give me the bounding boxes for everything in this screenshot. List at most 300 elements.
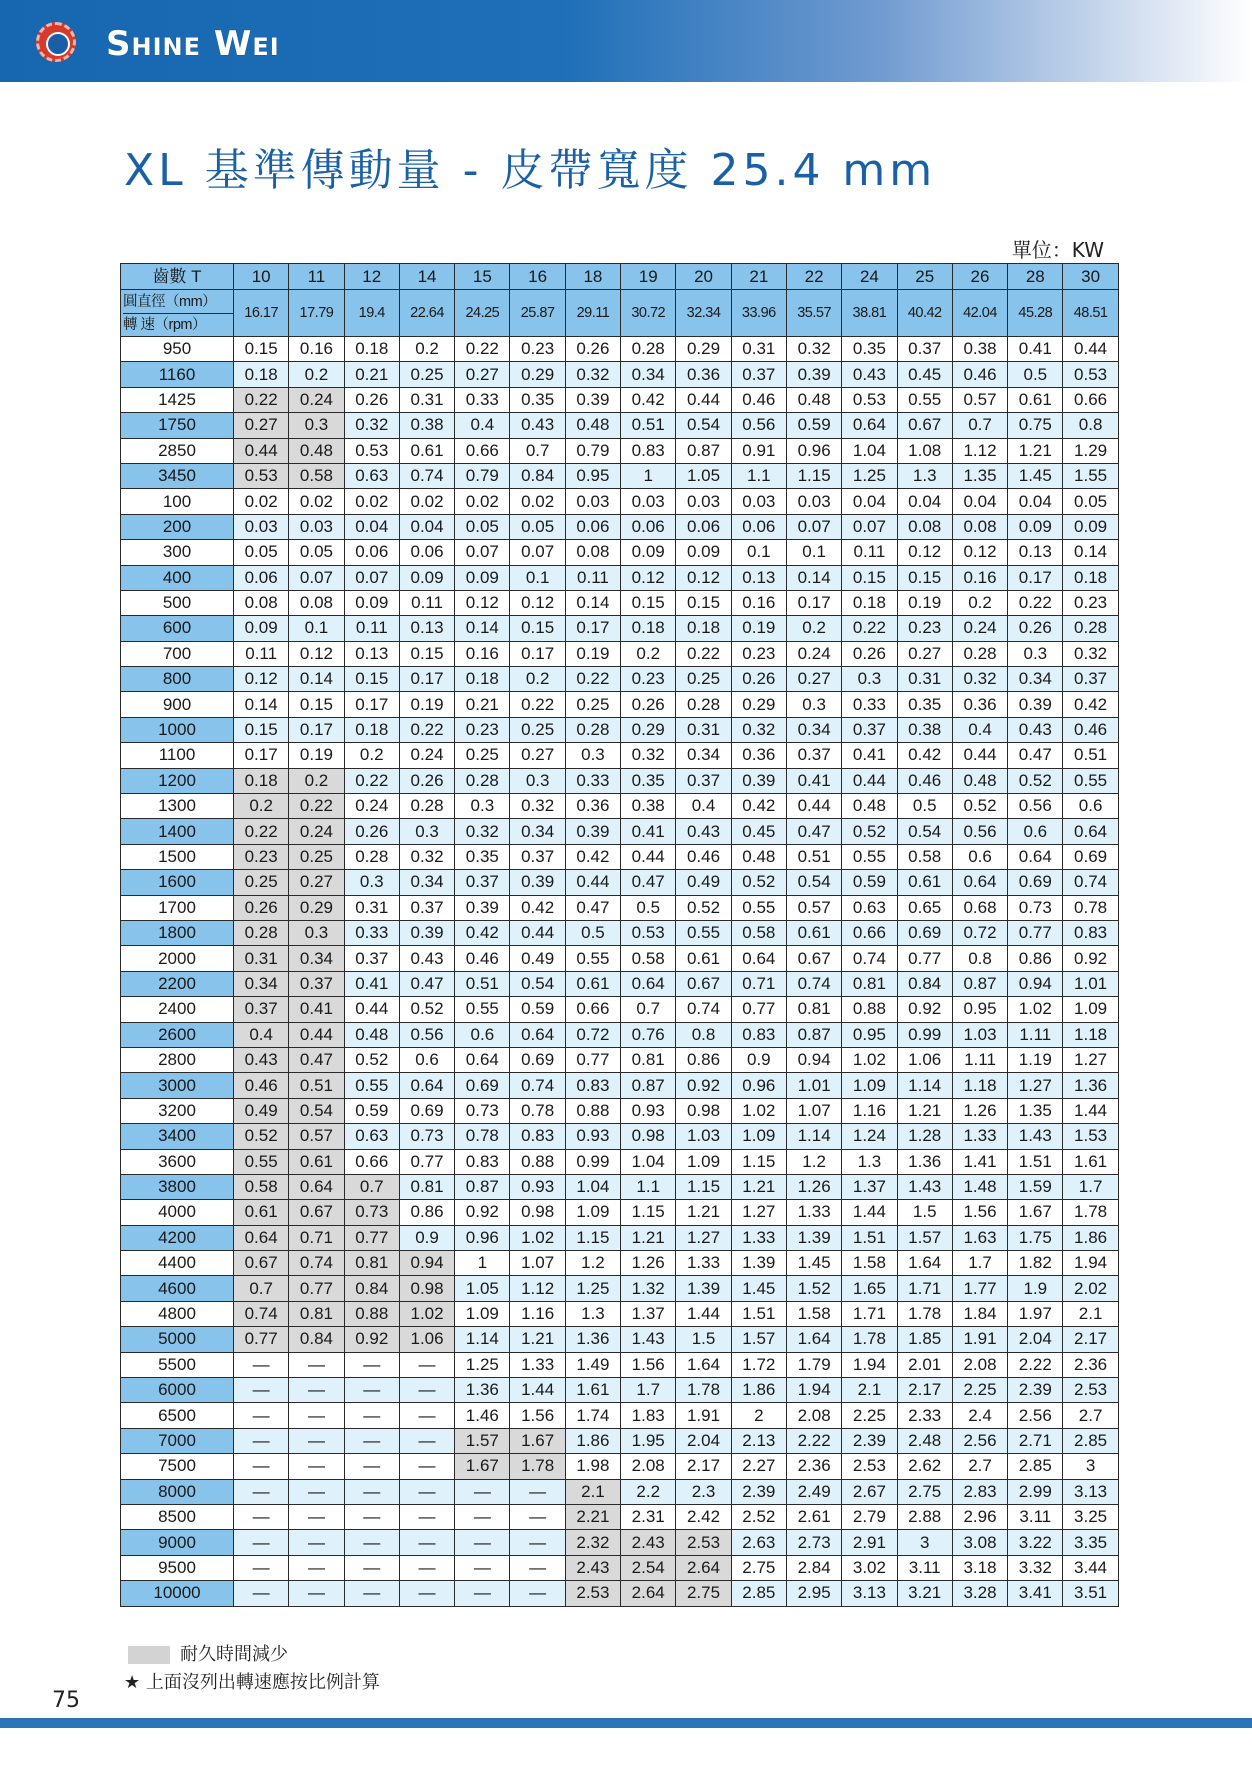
power-cell: 2.61 [786,1504,841,1529]
power-cell: 0.02 [455,489,510,514]
power-cell: 1.45 [786,1251,841,1276]
power-cell: 0.41 [344,971,399,996]
power-cell: 0.73 [1008,895,1063,920]
power-cell: — [289,1403,344,1428]
power-cell: 0.3 [842,667,897,692]
power-cell: 1.09 [676,1149,731,1174]
power-cell: 0.6 [1008,819,1063,844]
power-cell: 3.32 [1008,1555,1063,1580]
power-cell: 0.1 [786,540,841,565]
rpm-cell: 1200 [121,768,234,793]
power-cell: 1.04 [565,1174,620,1199]
power-cell: 0.94 [399,1251,454,1276]
power-cell: 0.45 [731,819,786,844]
rpm-cell: 2850 [121,438,234,463]
power-cell: 0.57 [786,895,841,920]
power-cell: 0.28 [344,844,399,869]
power-cell: 0.61 [399,438,454,463]
power-cell: 0.24 [344,794,399,819]
power-cell: 0.07 [344,565,399,590]
table-row [121,1403,1119,1428]
table-row [121,1479,1119,1504]
diameter-value: 25.87 [510,290,565,337]
power-cell: 0.33 [455,387,510,412]
power-cell: 1.25 [455,1352,510,1377]
power-cell: 0.09 [676,540,731,565]
power-cell: 0.3 [399,819,454,844]
power-cell: 1 [621,463,676,488]
power-cell: 0.78 [1063,895,1118,920]
power-cell: 0.98 [399,1276,454,1301]
power-cell: 1.7 [952,1251,1007,1276]
power-cell: 0.06 [399,540,454,565]
table-row [121,1327,1119,1352]
power-cell: 0.44 [621,844,676,869]
power-cell: 0.28 [621,337,676,362]
diameter-value: 45.28 [1008,290,1063,337]
power-cell: 0.87 [676,438,731,463]
power-cell: 1.86 [565,1428,620,1453]
power-cell: 0.33 [565,768,620,793]
power-cell: 0.22 [1008,590,1063,615]
power-cell: 0.52 [344,1047,399,1072]
power-cell: 1.95 [621,1428,676,1453]
power-cell: 0.15 [344,667,399,692]
power-cell: 0.09 [344,590,399,615]
power-cell: 2.32 [565,1530,620,1555]
power-cell: 0.06 [234,565,289,590]
power-cell: 1.51 [1008,1149,1063,1174]
power-cell: — [289,1352,344,1377]
power-cell: 0.7 [344,1174,399,1199]
power-cell: 2.7 [1063,1403,1118,1428]
power-cell: 0.77 [344,1225,399,1250]
power-cell: 0.18 [621,616,676,641]
power-cell: 0.52 [676,895,731,920]
power-cell: 1.02 [399,1301,454,1326]
power-cell: 0.46 [1063,717,1118,742]
table-row [121,387,1119,412]
power-cell: 0.13 [344,641,399,666]
power-cell: 0.37 [510,844,565,869]
power-cell: 0.42 [621,387,676,412]
power-cell: 0.45 [897,362,952,387]
power-cell: 1.7 [621,1378,676,1403]
power-cell: 0.3 [786,692,841,717]
power-cell: 0.86 [676,1047,731,1072]
power-cell: 1.36 [897,1149,952,1174]
power-cell: 0.81 [344,1251,399,1276]
table-row [121,971,1119,996]
power-cell: 0.55 [455,997,510,1022]
power-cell: 0.36 [565,794,620,819]
power-cell: — [510,1504,565,1529]
power-cell: 1.94 [786,1378,841,1403]
power-cell: 0.8 [1063,413,1118,438]
power-cell: 1.61 [1063,1149,1118,1174]
power-cell: 1.91 [952,1327,1007,1352]
power-cell: 0.88 [344,1301,399,1326]
power-cell: 2.64 [621,1581,676,1606]
power-cell: 0.69 [897,920,952,945]
power-cell: — [289,1581,344,1606]
table-row [121,895,1119,920]
power-cell: 0.05 [289,540,344,565]
diameter-value: 38.81 [842,290,897,337]
power-cell: 0.92 [897,997,952,1022]
power-cell: 1.02 [842,1047,897,1072]
power-cell: — [399,1581,454,1606]
power-cell: 1.1 [621,1174,676,1199]
power-cell: 0.5 [1008,362,1063,387]
power-cell: 0.81 [621,1047,676,1072]
power-cell: 3.08 [952,1530,1007,1555]
power-cell: — [344,1581,399,1606]
power-cell: 0.92 [344,1327,399,1352]
table-row [121,1200,1119,1225]
power-cell: 1.56 [952,1200,1007,1225]
power-cell: 0.22 [842,616,897,641]
power-cell: 0.12 [897,540,952,565]
power-cell: 1.21 [731,1174,786,1199]
power-cell: 0.67 [289,1200,344,1225]
power-cell: 0.13 [731,565,786,590]
power-cell: 1.33 [510,1352,565,1377]
power-cell: 0.23 [510,337,565,362]
power-cell: 2.53 [565,1581,620,1606]
table-row [121,463,1119,488]
power-cell: 0.11 [344,616,399,641]
power-cell: 0.84 [897,971,952,996]
power-cell: — [510,1555,565,1580]
rpm-cell: 3800 [121,1174,234,1199]
power-cell: 0.39 [565,819,620,844]
power-cell: — [344,1428,399,1453]
power-cell: 0.37 [455,870,510,895]
power-cell: 2.91 [842,1530,897,1555]
power-cell: 1.78 [510,1454,565,1479]
power-cell: 2.1 [1063,1301,1118,1326]
power-cell: 3.13 [1063,1479,1118,1504]
power-cell: 0.5 [897,794,952,819]
power-cell: 0.22 [399,717,454,742]
brand-name: Shine Wei [106,24,280,64]
power-cell: 0.87 [621,1073,676,1098]
power-cell: 0.55 [234,1149,289,1174]
power-cell: 2.63 [731,1530,786,1555]
power-cell: 1.5 [676,1327,731,1352]
power-cell: 0.31 [399,387,454,412]
power-cell: 1.65 [842,1276,897,1301]
power-cell: 2.21 [565,1504,620,1529]
power-cell: 0.81 [842,971,897,996]
power-cell: 0.92 [455,1200,510,1225]
power-cell: 0.27 [289,870,344,895]
power-cell: 2.79 [842,1504,897,1529]
diameter-header-row [121,290,1119,337]
power-cell: 0.7 [952,413,1007,438]
power-cell: 0.56 [399,1022,454,1047]
power-cell: 1.3 [565,1301,620,1326]
power-cell: 1.72 [731,1352,786,1377]
power-cell: 2.83 [952,1479,1007,1504]
power-cell: 1.32 [621,1276,676,1301]
power-cell: 0.08 [565,540,620,565]
power-cell: 0.07 [289,565,344,590]
power-cell: 2.99 [1008,1479,1063,1504]
power-cell: 0.04 [344,514,399,539]
power-cell: 2.33 [897,1403,952,1428]
rpm-cell: 7000 [121,1428,234,1453]
power-cell: 3 [1063,1454,1118,1479]
power-cell: 0.52 [234,1124,289,1149]
power-cell: — [234,1504,289,1529]
power-cell: 3.02 [842,1555,897,1580]
power-cell: 3.51 [1063,1581,1118,1606]
power-cell: 0.12 [952,540,1007,565]
power-cell: 0.47 [786,819,841,844]
power-cell: 0.23 [234,844,289,869]
power-cell: 0.08 [234,590,289,615]
power-cell: 0.2 [234,794,289,819]
power-cell: 0.25 [289,844,344,869]
power-cell: 0.04 [897,489,952,514]
power-cell: 0.55 [565,946,620,971]
power-cell: 2.75 [731,1555,786,1580]
power-cell: 0.32 [399,844,454,869]
power-cell: 0.27 [897,641,952,666]
power-cell: 0.37 [731,362,786,387]
power-cell: 0.18 [344,717,399,742]
power-cell: 0.11 [565,565,620,590]
diameter-value: 16.17 [234,290,289,337]
power-cell: 0.71 [731,971,786,996]
power-cell: 0.44 [786,794,841,819]
power-cell: 2.71 [1008,1428,1063,1453]
power-cell: 0.73 [344,1200,399,1225]
power-cell: — [234,1581,289,1606]
power-cell: 1.37 [842,1174,897,1199]
power-cell: 3.11 [897,1555,952,1580]
table-row [121,438,1119,463]
power-cell: 0.19 [565,641,620,666]
power-cell: — [399,1454,454,1479]
power-cell: 1.35 [1008,1098,1063,1123]
power-cell: — [455,1479,510,1504]
power-cell: 0.95 [842,1022,897,1047]
power-cell: 0.59 [786,413,841,438]
power-cell: 0.03 [786,489,841,514]
power-cell: — [455,1504,510,1529]
power-cell: 0.55 [676,920,731,945]
power-cell: 0.35 [510,387,565,412]
power-cell: 0.17 [289,717,344,742]
table-row [121,844,1119,869]
power-cell: 0.19 [399,692,454,717]
power-cell: 2.73 [786,1530,841,1555]
power-cell: 0.67 [897,413,952,438]
power-cell: 0.57 [289,1124,344,1149]
power-cell: 0.73 [399,1124,454,1149]
power-cell: 0.74 [510,1073,565,1098]
power-cell: 0.43 [399,946,454,971]
power-cell: — [344,1352,399,1377]
power-cell: 0.64 [399,1073,454,1098]
power-cell: 1.57 [455,1428,510,1453]
power-cell: 0.98 [621,1124,676,1149]
rpm-cell: 4000 [121,1200,234,1225]
diameter-value: 42.04 [952,290,1007,337]
power-cell: 0.55 [897,387,952,412]
power-cell: 2.85 [1008,1454,1063,1479]
power-cell: 0.11 [234,641,289,666]
table-row [121,1504,1119,1529]
power-cell: 0.08 [897,514,952,539]
rpm-cell: 4600 [121,1276,234,1301]
power-cell: 0.38 [952,337,1007,362]
power-cell: 0.29 [621,717,676,742]
power-cell: 0.74 [1063,870,1118,895]
power-cell: 0.22 [510,692,565,717]
power-cell: 0.49 [676,870,731,895]
power-cell: 0.2 [289,768,344,793]
power-cell: 0.61 [676,946,731,971]
table-row [121,337,1119,362]
power-cell: — [344,1454,399,1479]
power-cell: 0.37 [1063,667,1118,692]
power-cell: 1.5 [897,1200,952,1225]
power-cell: 0.26 [621,692,676,717]
power-cell: 1.02 [731,1098,786,1123]
power-cell: 0.12 [234,667,289,692]
power-cell: 0.33 [344,920,399,945]
power-cell: 0.28 [952,641,1007,666]
power-cell: 0.34 [786,717,841,742]
power-cell: — [234,1530,289,1555]
table-row [121,743,1119,768]
power-cell: 0.16 [952,565,1007,590]
power-cell: 2.22 [1008,1352,1063,1377]
power-cell: 0.83 [731,1022,786,1047]
power-cell: 0.35 [621,768,676,793]
power-cell: 0.31 [897,667,952,692]
teeth-value: 20 [676,264,731,290]
power-cell: 0.05 [234,540,289,565]
power-cell: 0.66 [455,438,510,463]
power-cell: 0.29 [510,362,565,387]
power-cell: 0.12 [621,565,676,590]
power-cell: 0.15 [676,590,731,615]
power-cell: 0.7 [621,997,676,1022]
power-cell: 0.17 [1008,565,1063,590]
table-row [121,1047,1119,1072]
power-cell: 0.52 [399,997,454,1022]
power-cell: 1.27 [731,1200,786,1225]
power-cell: 1.25 [565,1276,620,1301]
power-cell: 0.37 [234,997,289,1022]
power-cell: 1.25 [842,463,897,488]
power-cell: 0.24 [399,743,454,768]
power-cell: 0.19 [897,590,952,615]
table-row [121,362,1119,387]
power-cell: 0.32 [510,794,565,819]
power-cell: 0.37 [897,337,952,362]
power-cell: 0.42 [565,844,620,869]
power-cell: 0.15 [234,717,289,742]
power-cell: 0.17 [344,692,399,717]
power-cell: 0.63 [344,1124,399,1149]
power-cell: 1.28 [897,1124,952,1149]
power-cell: 1.78 [1063,1200,1118,1225]
power-cell: 0.46 [952,362,1007,387]
power-cell: 1.71 [897,1276,952,1301]
power-rating-table [120,263,1119,1607]
power-cell: 0.07 [786,514,841,539]
power-cell: 0.56 [731,413,786,438]
power-cell: 1.33 [676,1251,731,1276]
power-cell: 1.11 [952,1047,1007,1072]
power-cell: 0.26 [565,337,620,362]
power-cell: 2 [731,1403,786,1428]
table-row [121,1022,1119,1047]
table-row [121,717,1119,742]
power-cell: 0.23 [455,717,510,742]
power-cell: 0.14 [455,616,510,641]
power-cell: 0.61 [786,920,841,945]
power-cell: 0.09 [1063,514,1118,539]
power-cell: 0.07 [510,540,565,565]
power-cell: 1.78 [842,1327,897,1352]
power-cell: 1.16 [510,1301,565,1326]
rpm-cell: 3200 [121,1098,234,1123]
teeth-value: 19 [621,264,676,290]
power-cell: 0.28 [399,794,454,819]
power-cell: 2.49 [786,1479,841,1504]
power-cell: 0.47 [399,971,454,996]
power-cell: 0.28 [676,692,731,717]
power-cell: 0.77 [289,1276,344,1301]
power-cell: 0.33 [842,692,897,717]
power-cell: 0.15 [289,692,344,717]
teeth-value: 24 [842,264,897,290]
power-cell: — [399,1352,454,1377]
power-cell: 1.64 [897,1251,952,1276]
power-cell: 0.98 [510,1200,565,1225]
rpm-cell: 8500 [121,1504,234,1529]
power-cell: 2.85 [731,1581,786,1606]
rpm-cell: 1000 [121,717,234,742]
power-cell: 0.25 [399,362,454,387]
power-cell: 0.22 [234,819,289,844]
power-cell: 0.48 [842,794,897,819]
power-cell: 1 [455,1251,510,1276]
power-cell: 0.43 [842,362,897,387]
power-cell: 0.4 [676,794,731,819]
power-cell: 1.12 [952,438,1007,463]
power-cell: 3.28 [952,1581,1007,1606]
power-cell: 0.64 [731,946,786,971]
teeth-value: 10 [234,264,289,290]
power-cell: 1.18 [952,1073,1007,1098]
power-cell: 1.53 [1063,1124,1118,1149]
legend-swatch [128,1646,170,1664]
power-cell: 0.96 [455,1225,510,1250]
power-cell: 0.23 [731,641,786,666]
power-cell: 2.04 [1008,1327,1063,1352]
power-cell: 1.03 [952,1022,1007,1047]
power-cell: 0.61 [289,1149,344,1174]
power-cell: 1.9 [1008,1276,1063,1301]
